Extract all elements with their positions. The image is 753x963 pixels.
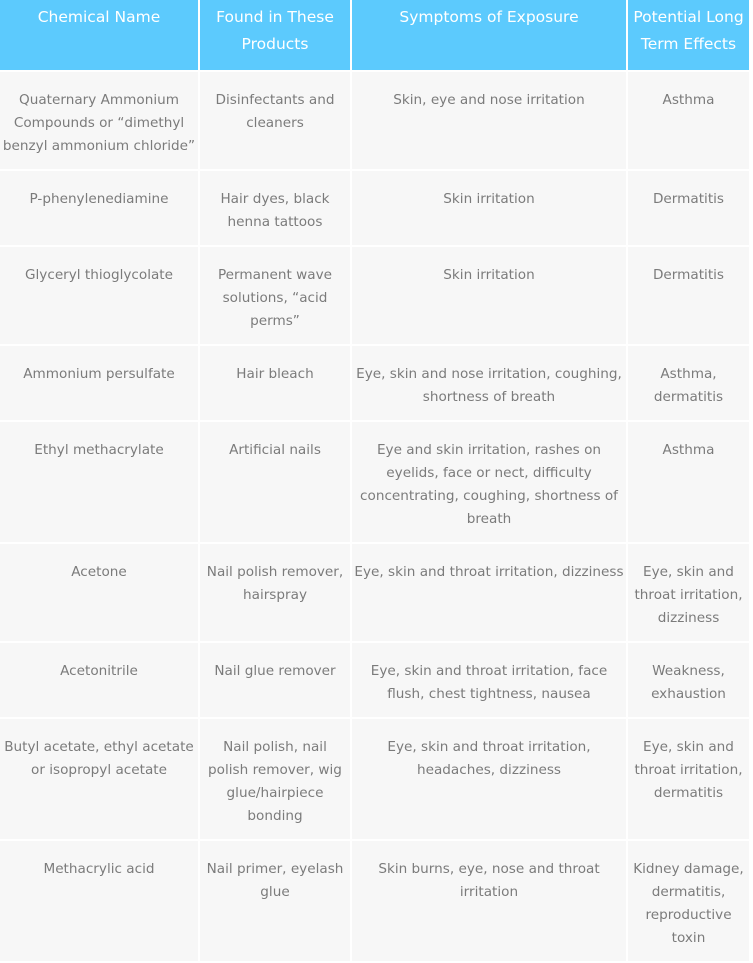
cell-chemical-name: Methacrylic acid: [0, 841, 198, 961]
cell-symptoms: Eye, skin and throat irritation, face flush, chest tightness, nausea: [352, 643, 626, 717]
cell-products: Artificial nails: [200, 422, 350, 542]
cell-long-term-effects: Asthma: [628, 422, 749, 542]
cell-symptoms: Eye, skin and throat irritation, dizziness: [352, 544, 626, 641]
cell-products: Nail polish, nail polish remover, wig glue/hairpiece bonding: [200, 719, 350, 839]
cell-chemical-name: Acetone: [0, 544, 198, 641]
cell-chemical-name: Ethyl methacrylate: [0, 422, 198, 542]
cell-products: Nail polish remover, hairspray: [200, 544, 350, 641]
cell-long-term-effects: Kidney damage, dermatitis, reproductive toxin: [628, 841, 749, 961]
table-body: [0, 72, 749, 961]
cell-symptoms: Eye, skin and nose irritation, coughing, shortness of breath: [352, 346, 626, 420]
cell-symptoms: Eye, skin and throat irritation, headaches, dizziness: [352, 719, 626, 839]
table-row: [0, 72, 749, 169]
cell-chemical-name: Butyl acetate, ethyl acetate or isopropyl acetate: [0, 719, 198, 839]
cell-products: Disinfectants and cleaners: [200, 72, 350, 169]
cell-symptoms: Skin irritation: [352, 171, 626, 245]
cell-chemical-name: Acetonitrile: [0, 643, 198, 717]
table-row: [0, 841, 749, 961]
cell-chemical-name: Ammonium persulfate: [0, 346, 198, 420]
cell-symptoms: Skin irritation: [352, 247, 626, 344]
cell-long-term-effects: Asthma: [628, 72, 749, 169]
table-header: [0, 0, 749, 70]
cell-products: Hair dyes, black henna tattoos: [200, 171, 350, 245]
header-chemical-name: Chemical Name: [0, 0, 198, 70]
cell-long-term-effects: Dermatitis: [628, 171, 749, 245]
cell-long-term-effects: Asthma, dermatitis: [628, 346, 749, 420]
cell-symptoms: Eye and skin irritation, rashes on eyelids, face or nect, difficulty concentrating, coughing, shortness of breath: [352, 422, 626, 542]
cell-long-term-effects: Dermatitis: [628, 247, 749, 344]
cell-chemical-name: P-phenylenediamine: [0, 171, 198, 245]
table-row: [0, 719, 749, 839]
cell-long-term-effects: Eye, skin and throat irritation, dermatitis: [628, 719, 749, 839]
table-row: [0, 346, 749, 420]
table-row: [0, 544, 749, 641]
cell-symptoms: Skin, eye and nose irritation: [352, 72, 626, 169]
cell-long-term-effects: Weakness, exhaustion: [628, 643, 749, 717]
cell-long-term-effects: Eye, skin and throat irritation, dizziness: [628, 544, 749, 641]
header-row: [0, 0, 749, 70]
cell-products: Hair bleach: [200, 346, 350, 420]
table-row: [0, 422, 749, 542]
cell-products: Nail glue remover: [200, 643, 350, 717]
cell-chemical-name: Quaternary Ammonium Compounds or “dimethyl benzyl ammonium chloride”: [0, 72, 198, 169]
cell-products: Permanent wave solutions, “acid perms”: [200, 247, 350, 344]
table-row: [0, 643, 749, 717]
cell-chemical-name: Glyceryl thioglycolate: [0, 247, 198, 344]
cell-products: Nail primer, eyelash glue: [200, 841, 350, 961]
header-found-in-products: Found in These Products: [200, 0, 350, 70]
table-row: [0, 247, 749, 344]
table-row: [0, 171, 749, 245]
header-long-term-effects: Potential Long Term Effects: [628, 0, 749, 70]
cell-symptoms: Skin burns, eye, nose and throat irritation: [352, 841, 626, 961]
header-symptoms: Symptoms of Exposure: [352, 0, 626, 70]
